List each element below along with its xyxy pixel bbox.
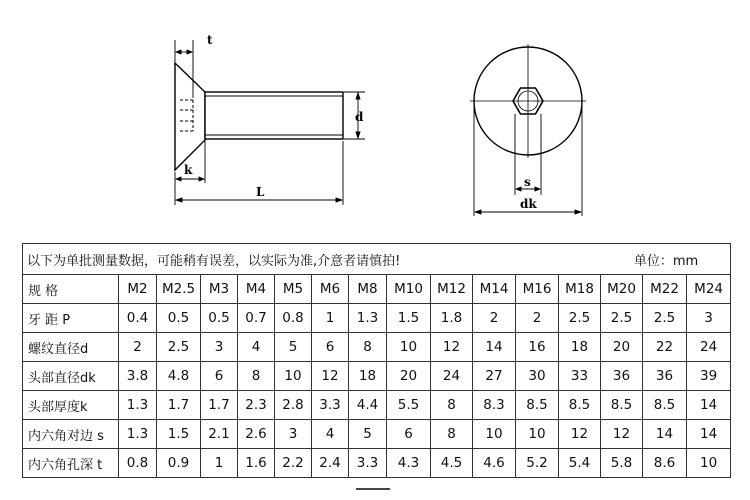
bottom-edge-mark: [356, 488, 390, 490]
value-cell: 20: [387, 362, 431, 391]
value-cell: 4.3: [387, 449, 431, 478]
value-cell: 5: [275, 333, 312, 362]
value-cell: 10: [516, 420, 559, 449]
header-label: 规 格: [23, 275, 119, 304]
size-header-cell: M6: [312, 275, 349, 304]
value-cell: 2.2: [275, 449, 312, 478]
size-header-cell: M2.5: [157, 275, 201, 304]
value-cell: 2.5: [601, 304, 643, 333]
value-cell: 3: [201, 333, 238, 362]
row-label: 螺纹直径d: [23, 333, 119, 362]
value-cell: 6: [201, 362, 238, 391]
row-label: 内六角孔深 t: [23, 449, 119, 478]
value-cell: 39: [687, 362, 731, 391]
value-cell: 3.3: [349, 449, 387, 478]
value-cell: 4: [312, 420, 349, 449]
value-cell: 1.7: [201, 391, 238, 420]
value-cell: 2.8: [275, 391, 312, 420]
table-row: [23, 420, 731, 449]
value-cell: 12: [431, 333, 473, 362]
top-view: [470, 44, 586, 216]
table-row: [23, 391, 731, 420]
value-cell: 8: [431, 420, 473, 449]
value-cell: 0.5: [157, 304, 201, 333]
value-cell: 8.6: [643, 449, 687, 478]
value-cell: 5.8: [601, 449, 643, 478]
size-header-cell: M16: [516, 275, 559, 304]
value-cell: 8.5: [516, 391, 559, 420]
value-cell: 4.8: [157, 362, 201, 391]
table-row: [23, 304, 731, 333]
value-cell: 6: [312, 333, 349, 362]
value-cell: 27: [473, 362, 516, 391]
value-cell: 22: [643, 333, 687, 362]
value-cell: 33: [559, 362, 601, 391]
value-cell: 0.8: [119, 449, 157, 478]
size-header-cell: M10: [387, 275, 431, 304]
value-cell: 8.5: [559, 391, 601, 420]
value-cell: 2: [473, 304, 516, 333]
size-header-cell: M12: [431, 275, 473, 304]
label-d: d: [355, 110, 364, 124]
value-cell: 0.4: [119, 304, 157, 333]
value-cell: 1.5: [157, 420, 201, 449]
label-k: k: [184, 163, 193, 177]
value-cell: 0.9: [157, 449, 201, 478]
value-cell: 24: [431, 362, 473, 391]
value-cell: 8: [349, 333, 387, 362]
value-cell: 3: [687, 304, 731, 333]
value-cell: 6: [387, 420, 431, 449]
value-cell: 14: [473, 333, 516, 362]
value-cell: 5: [349, 420, 387, 449]
value-cell: 8.5: [601, 391, 643, 420]
size-header-cell: M24: [687, 275, 731, 304]
value-cell: 14: [687, 391, 731, 420]
value-cell: 12: [601, 420, 643, 449]
size-header-cell: M20: [601, 275, 643, 304]
value-cell: 30: [516, 362, 559, 391]
value-cell: 36: [601, 362, 643, 391]
size-header-cell: M22: [643, 275, 687, 304]
value-cell: 10: [387, 333, 431, 362]
value-cell: 1.6: [238, 449, 275, 478]
value-cell: 1.3: [119, 391, 157, 420]
size-header-cell: M5: [275, 275, 312, 304]
value-cell: 2.4: [312, 449, 349, 478]
screw-head-side: [175, 63, 205, 170]
screw-shank: [205, 92, 343, 139]
label-dk: dk: [520, 197, 537, 211]
size-header-cell: M4: [238, 275, 275, 304]
value-cell: 8: [431, 391, 473, 420]
value-cell: 3.8: [119, 362, 157, 391]
row-label: 内六角对边 s: [23, 420, 119, 449]
size-header-cell: M18: [559, 275, 601, 304]
table-row: [23, 333, 731, 362]
value-cell: 10: [473, 420, 516, 449]
value-cell: 2: [516, 304, 559, 333]
value-cell: 3.3: [312, 391, 349, 420]
value-cell: 2.5: [643, 304, 687, 333]
technical-drawing: [0, 0, 750, 240]
value-cell: 1: [201, 449, 238, 478]
value-cell: 36: [643, 362, 687, 391]
label-L: L: [256, 185, 265, 199]
value-cell: 8.5: [643, 391, 687, 420]
value-cell: 4: [238, 333, 275, 362]
size-header-cell: M14: [473, 275, 516, 304]
value-cell: 1.7: [157, 391, 201, 420]
row-label: 头部厚度k: [23, 391, 119, 420]
value-cell: 12: [312, 362, 349, 391]
value-cell: 1.3: [349, 304, 387, 333]
value-cell: 10: [687, 449, 731, 478]
value-cell: 1: [312, 304, 349, 333]
value-cell: 0.5: [201, 304, 238, 333]
label-s: s: [524, 175, 531, 189]
value-cell: 14: [687, 420, 731, 449]
value-cell: 24: [687, 333, 731, 362]
row-label: 头部直径dk: [23, 362, 119, 391]
value-cell: 4.6: [473, 449, 516, 478]
value-cell: 2.1: [201, 420, 238, 449]
value-cell: 10: [275, 362, 312, 391]
label-t: t: [207, 33, 213, 47]
value-cell: 0.7: [238, 304, 275, 333]
size-header-cell: M2: [119, 275, 157, 304]
value-cell: 2.6: [238, 420, 275, 449]
value-cell: 18: [559, 333, 601, 362]
value-cell: 1.5: [387, 304, 431, 333]
value-cell: 16: [516, 333, 559, 362]
size-header-cell: M8: [349, 275, 387, 304]
notice-cell: [23, 244, 731, 275]
value-cell: 8.3: [473, 391, 516, 420]
size-header-cell: M3: [201, 275, 238, 304]
value-cell: 18: [349, 362, 387, 391]
value-cell: 8: [238, 362, 275, 391]
value-cell: 20: [601, 333, 643, 362]
value-cell: 4.4: [349, 391, 387, 420]
value-cell: 2: [119, 333, 157, 362]
table-row: [23, 449, 731, 478]
value-cell: 14: [643, 420, 687, 449]
value-cell: 4.5: [431, 449, 473, 478]
value-cell: 5.4: [559, 449, 601, 478]
value-cell: 3: [275, 420, 312, 449]
row-label: 牙 距 P: [23, 304, 119, 333]
value-cell: 12: [559, 420, 601, 449]
value-cell: 1.8: [431, 304, 473, 333]
spec-table: [22, 243, 731, 478]
value-cell: 0.8: [275, 304, 312, 333]
unit-label: 单位：mm: [633, 253, 699, 269]
value-cell: 5.2: [516, 449, 559, 478]
value-cell: 1.3: [119, 420, 157, 449]
side-view: [175, 40, 365, 205]
notice-text: 以下为单批测量数据，可能稍有误差，以实际为准,介意者请慎拍!: [27, 253, 401, 269]
size-header-row: [23, 275, 731, 304]
value-cell: 5.5: [387, 391, 431, 420]
value-cell: 2.5: [157, 333, 201, 362]
notice-row: [23, 244, 731, 275]
value-cell: 2.5: [559, 304, 601, 333]
table-row: [23, 362, 731, 391]
value-cell: 2.3: [238, 391, 275, 420]
